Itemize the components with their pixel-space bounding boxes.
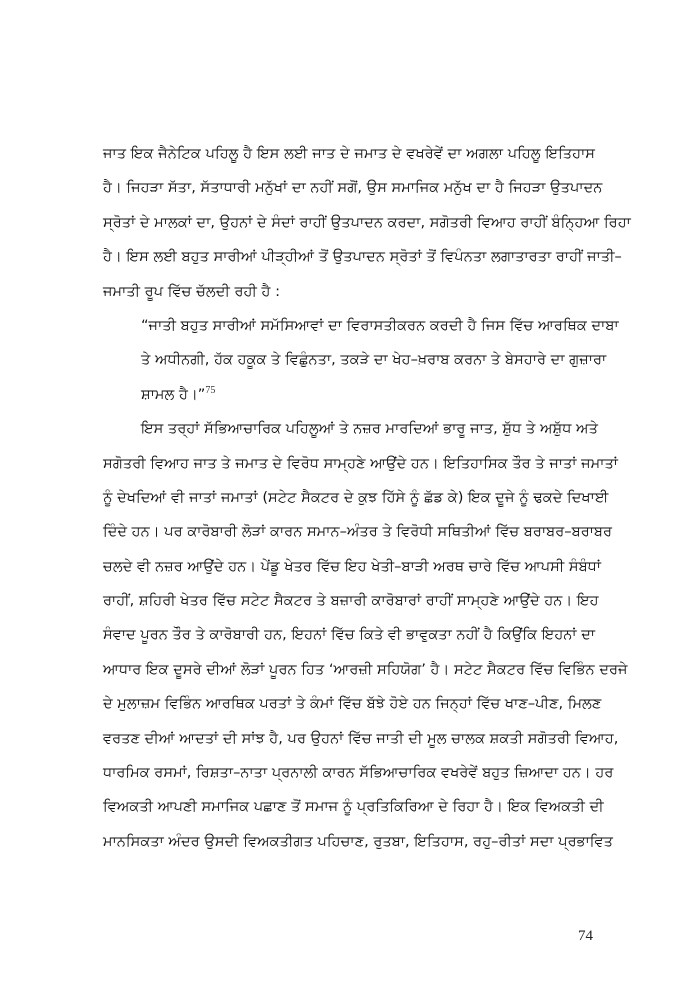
text-line: ਸ੍ਰੋਤਾਂ ਦੇ ਮਾਲਕਾਂ ਦਾ, ਉਹਨਾਂ ਦੇ ਸੰਦਾਂ ਰਾਹੀਂ ਉਤਪਾਦਨ ਕਰਦਾ, ਸਗੋਤਰੀ ਵਿਆਹ ਰਾਹੀਂ ਬੰਨ੍ਹਿਆ ਰਿਹਾ xyxy=(103,213,631,231)
text-line: ਹੈ। ਜਿਹੜਾ ਸੱਤਾ, ਸੱਤਾਧਾਰੀ ਮਨੁੱਖਾਂ ਦਾ ਨਹੀਂ ਸਗੋਂ, ਉਸ ਸਮਾਜਿਕ ਮਨੁੱਖ ਦਾ ਹੈ ਜਿਹੜਾ ਉਤਪਾਦਨ xyxy=(103,179,603,197)
quote-line xyxy=(103,378,599,412)
body-text xyxy=(103,137,631,859)
text-line: ਧਾਰਮਿਕ ਰਸਮਾਂ, ਰਿਸ਼ਤਾ–ਨਾਤਾ ਪ੍ਰਨਾਲੀ ਕਾਰਨ ਸੱਭਿਆਚਾਰਿਕ ਵਖਰੇਵੇਂ ਬਹੁਤ ਜ਼ਿਆਦਾ ਹਨ। ਹਰ xyxy=(103,764,614,782)
footnote-reference: 75 xyxy=(205,384,216,396)
text-line: ਵਰਤਣ ਦੀਆਂ ਆਦਤਾਂ ਦੀ ਸਾਂਝ ਹੈ, ਪਰ ਉਹਨਾਂ ਵਿੱਚ ਜਾਤੀ ਦੀ ਮੂਲ ਚਾਲਕ ਸ਼ਕਤੀ ਸਗੋਤਰੀ ਵਿਆਹ, xyxy=(103,729,619,747)
text-line: ਸਗੋਤਰੀ ਵਿਆਹ ਜਾਤ ਤੇ ਜਮਾਤ ਦੇ ਵਿਰੋਧ ਸਾਮ੍ਹਣੇ ਆਉਂਦੇ ਹਨ। ਇਤਿਹਾਸਿਕ ਤੌਰ ਤੇ ਜਾਤਾਂ ਜਮਾਤਾਂ xyxy=(103,454,618,472)
text-line: ਰਾਹੀਂ, ਸ਼ਹਿਰੀ ਖੇਤਰ ਵਿੱਚ ਸਟੇਟ ਸੈਕਟਰ ਤੇ ਬਜ਼ਾਰੀ ਕਾਰੋਬਾਰਾਂ ਰਾਹੀਂ ਸਾਮ੍ਹਣੇ ਆਉਂਦੇ ਹਨ। ਇਹ xyxy=(103,592,599,610)
page-number: 74 xyxy=(578,928,593,944)
text-line: ਜਾਤ ਇਕ ਜੈਨੇਟਿਕ ਪਹਿਲੂ ਹੈ ਇਸ ਲਈ ਜਾਤ ਦੇ ਜਮਾਤ ਦੇ ਵਖਰੇਵੇਂ ਦਾ ਅਗਲਾ ਪਹਿਲੂ ਇਤਿਹਾਸ xyxy=(103,145,595,162)
text-line: ਨੂੰ ਦੇਖਦਿਆਂ ਵੀ ਜਾਤਾਂ ਜਮਾਤਾਂ (ਸਟੇਟ ਸੈਕਟਰ ਦੇ ਕੁਝ ਹਿੱਸੇ ਨੂੰ ਛੱਡ ਕੇ) ਇਕ ਦੂਜੇ ਨੂੰ ਢਕਦੇ ਦਿਖਾਈ xyxy=(103,488,609,506)
text-line: ਮਾਨਸਿਕਤਾ ਅੰਦਰ ਉਸਦੀ ਵਿਅਕਤੀਗਤ ਪਹਿਚਾਣ, ਰੁਤਬਾ, ਇਤਿਹਾਸ, ਰਹੁ–ਰੀਤਾਂ ਸਦਾ ਪ੍ਰਭਾਵਿਤ xyxy=(103,832,613,850)
text-line: ਵਿਅਕਤੀ ਆਪਣੀ ਸਮਾਜਿਕ ਪਛਾਣ ਤੋਂ ਸਮਾਜ ਨੂੰ ਪ੍ਰਤਿਕਿਰਿਆ ਦੇ ਰਿਹਾ ਹੈ। ਇਕ ਵਿਅਕਤੀ ਦੀ xyxy=(103,798,604,816)
quote-line: “ਜਾਤੀ ਬਹੁਤ ਸਾਰੀਆਂ ਸਮੱਸਿਆਵਾਂ ਦਾ ਵਿਰਾਸਤੀਕਰਨ ਕਰਦੀ ਹੈ ਜਿਸ ਵਿੱਚ ਆਰਥਿਕ ਦਾਬਾ xyxy=(141,316,619,334)
paragraph-1 xyxy=(103,137,631,309)
text-line: ਦਿੰਦੇ ਹਨ। ਪਰ ਕਾਰੋਬਾਰੀ ਲੋੜਾਂ ਕਾਰਨ ਸਮਾਨ–ਅੰਤਰ ਤੇ ਵਿਰੋਧੀ ਸਥਿਤੀਆਂ ਵਿੱਚ ਬਰਾਬਰ–ਬਰਾਬਰ xyxy=(103,523,613,541)
text-line: ਦੇ ਮੁਲਾਜ਼ਮ ਵਿਭਿੰਨ ਆਰਥਿਕ ਪਰਤਾਂ ਤੇ ਕੰਮਾਂ ਵਿੱਚ ਬੱਝੇ ਹੋਏ ਹਨ ਜਿਨ੍ਹਾਂ ਵਿੱਚ ਖਾਣ–ਪੀਣ, ਮਿਲਣ xyxy=(103,695,602,713)
quote-line: ਤੇ ਅਧੀਨਗੀ, ਹੱਕ ਹਕੂਕ ਤੇ ਵਿਛੁੰਨਤਾ, ਤਕੜੇ ਦਾ ਖੇਹ–ਖ਼ਰਾਬ ਕਰਨਾ ਤੇ ਬੇਸਹਾਰੇ ਦਾ ਗੁਜ਼ਾਰਾ xyxy=(141,351,607,369)
text-line: ਆਧਾਰ ਇਕ ਦੂਸਰੇ ਦੀਆਂ ਲੋੜਾਂ ਪੂਰਨ ਹਿਤ ‘ਆਰਜ਼ੀ ਸਹਿਯੋਗ’ ਹੈ। ਸਟੇਟ ਸੈਕਟਰ ਵਿੱਚ ਵਿਭਿੰਨ ਦਰਜੇ xyxy=(103,660,628,678)
text-line: ਚਲਦੇ ਵੀ ਨਜ਼ਰ ਆਉਂਦੇ ਹਨ। ਪੇਂਡੂ ਖੇਤਰ ਵਿੱਚ ਇਹ ਖੇਤੀ–ਬਾੜੀ ਅਰਥ ਚਾਰੇ ਵਿੱਚ ਆਪਸੀ ਸੰਬੰਧਾਂ xyxy=(103,557,602,575)
paragraph-2 xyxy=(103,412,628,859)
quote-last-text: ਸ਼ਾਮਲ ਹੈ।” xyxy=(141,385,206,403)
text-line: ਜਮਾਤੀ ਰੂਪ ਵਿੱਚ ਚੱਲਦੀ ਰਹੀ ਹੈ : xyxy=(103,282,281,300)
text-line: ਹੈ। ਇਸ ਲਈ ਬਹੁਤ ਸਾਰੀਆਂ ਪੀੜ੍ਹੀਆਂ ਤੋਂ ਉਤਪਾਦਨ ਸ੍ਰੋਤਾਂ ਤੋਂ ਵਿਪੰਨਤਾ ਲਗਾਤਾਰਤਾ ਰਾਹੀਂ ਜਾਤੀ– xyxy=(103,248,622,266)
block-quote xyxy=(103,309,619,412)
text-line: ਇਸ ਤਰ੍ਹਾਂ ਸੱਭਿਆਚਾਰਿਕ ਪਹਿਲੂਆਂ ਤੇ ਨਜ਼ਰ ਮਾਰਦਿਆਂ ਭਾਰੂ ਜਾਤ, ਸ਼ੁੱਧ ਤੇ ਅਸ਼ੁੱਧ ਅਤੇ xyxy=(141,420,598,438)
text-line: ਸੰਵਾਦ ਪੂਰਨ ਤੌਰ ਤੇ ਕਾਰੋਬਾਰੀ ਹਨ, ਇਹਨਾਂ ਵਿੱਚ ਕਿਤੇ ਵੀ ਭਾਵੁਕਤਾ ਨਹੀਂ ਹੈ ਕਿਉਂਕਿ ਇਹਨਾਂ ਦਾ xyxy=(103,626,596,644)
